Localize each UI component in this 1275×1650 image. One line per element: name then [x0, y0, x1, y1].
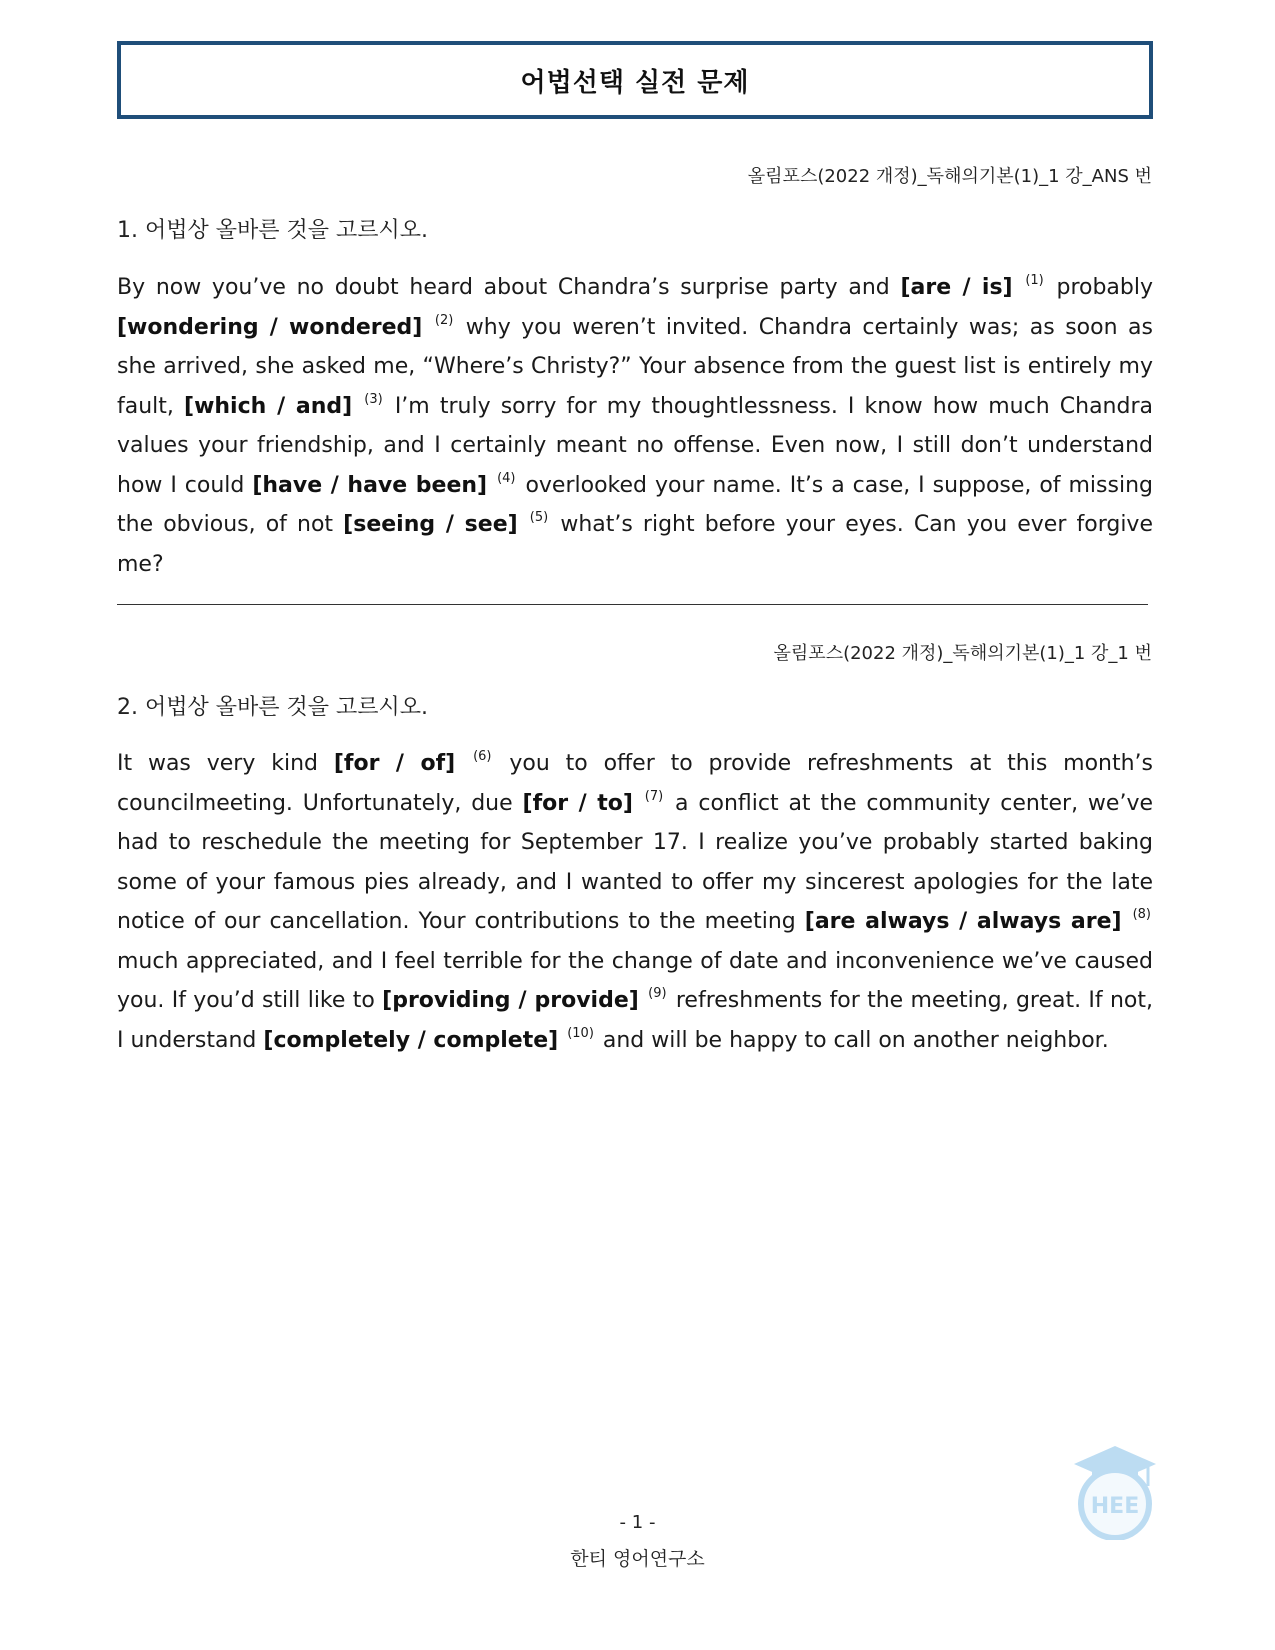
answer-choice: [are / is]	[900, 275, 1013, 300]
q1-source: 올림포스(2022 개정)_독해의기본(1)_1 강_ANS 번	[747, 166, 1152, 187]
answer-choice: [which / and]	[184, 393, 353, 419]
question-number-marker: (7)	[644, 788, 664, 804]
question-number-marker: (2)	[434, 312, 454, 328]
question-number-marker: (8)	[1132, 907, 1151, 922]
question-number-marker: (5)	[529, 510, 549, 525]
answer-choice: [have / have been]	[252, 472, 488, 498]
answer-choice: [wondering / wondered]	[117, 314, 423, 340]
answer-choice: [providing / provide]	[382, 988, 639, 1013]
q1-passage: By now you’ve no doubt heard about Chandra’s surprise party and [are / is] $^{(1)}$ probably [wondering / wondered] $^{(2)}$ why you weren’t invited. Chandra certainly was; as soon as she arrived, she asked me, “Where’s Christy?” Your absence from the guest list is entirely my fault, [which / and] $^{(3)}$ I’m truly sorry for my thoughtlessness. I know how much Chandra values your friendship, and I certainly meant no offense. Even now, I still don’t understand how I could [have / have been] $^{(4)}$ overlooked your name. It’s a case, I suppose, of missing the obvious, of not [seeing / see] $^{(5)}$ what’s right before your eyes. Can you ever forgive me?	[117, 273, 1154, 577]
footer-organization: 한티 영어연구소	[570, 1548, 705, 1570]
section-divider	[117, 604, 1148, 605]
page-number: - 1 -	[619, 1512, 656, 1533]
answer-choice: [for / of]	[333, 751, 456, 776]
question-number-marker: (4)	[497, 470, 516, 486]
question-number-marker: (3)	[364, 391, 383, 407]
q2-source: 올림포스(2022 개정)_독해의기본(1)_1 강_1 번	[773, 643, 1152, 664]
question-number-marker: (10)	[567, 1025, 594, 1041]
question-number-marker: (1)	[1025, 273, 1044, 288]
q2-passage: It was very kind [for / of] $^{(6)}$ you to offer to provide refreshments at this month’s councilmeeting. Unfortunately, due [for / to] $^{(7)}$ a conflict at the community center, we’ve had to reschedule the meeting for September 17. I realize you’ve probably started baking some of your famous pies already, and I wanted to offer my sincerest apologies for the late notice of our cancellation. Your contributions to the meeting [are always / always are] $^{(8)}$ much appreciated, and I feel terrible for the change of date and inconvenience we’ve caused you. If you’d still like to [providing / provide] $^{(9)}$ refreshments for the meeting, great. If not, I understand [completely / complete] $^{(10)}$ and will be happy to call on another neighbor.	[117, 749, 1154, 1053]
q2-question: 2. 어법상 올바른 것을 고르시오.	[117, 695, 428, 720]
hee-logo-icon	[1072, 1444, 1158, 1540]
page-title: 어법선택 실전 문제	[520, 67, 750, 98]
question-number-marker: (9)	[648, 986, 667, 1001]
answer-choice: [seeing / see]	[343, 512, 518, 537]
logo-text: HEE	[1090, 1494, 1140, 1519]
title-box	[117, 41, 1153, 119]
answer-choice: [for / to]	[522, 790, 633, 816]
q1-question: 1. 어법상 올바른 것을 고르시오.	[117, 218, 428, 243]
answer-choice: [are always / always are]	[804, 909, 1122, 934]
answer-choice: [completely / complete]	[263, 1027, 559, 1053]
question-number-marker: (6)	[473, 749, 492, 764]
